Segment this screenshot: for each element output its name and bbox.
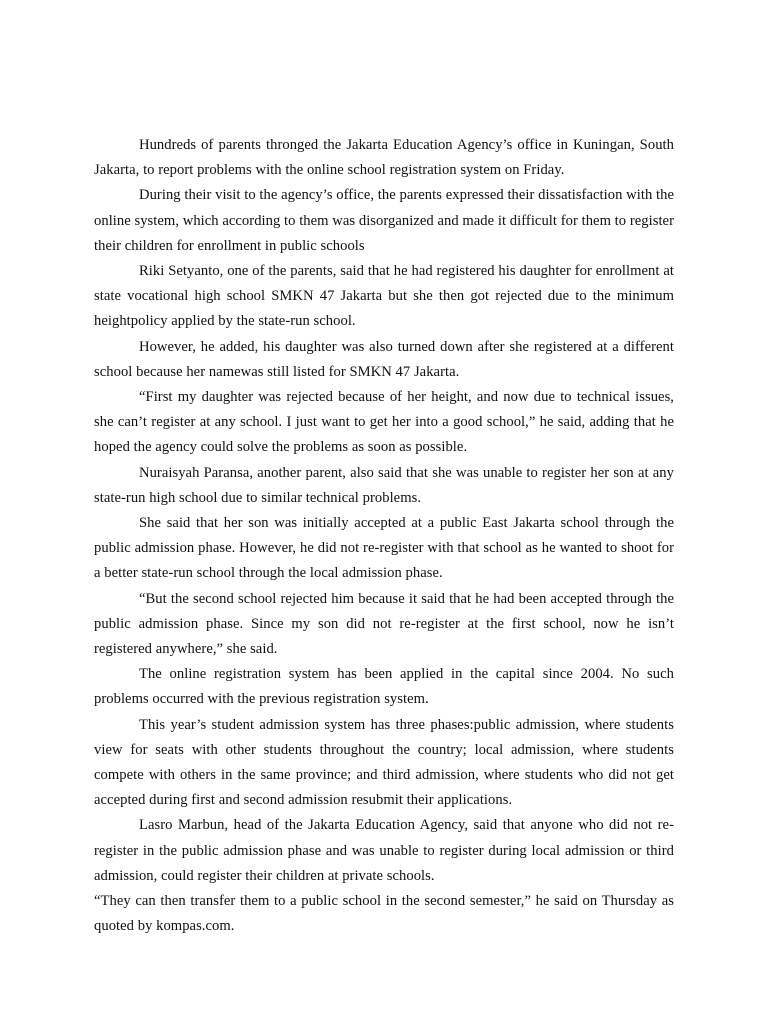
- paragraph-5: “First my daughter was rejected because of her height, and now due to technical issues, she can’t register at any school. I just want to get her into a good school,” he said, adding that he hoped the agency could solve the problems as soon as possible.: [94, 389, 674, 456]
- paragraph-4: However, he added, his daughter was also turned down after she registered at a different school because her namewas still listed for SMKN 47 Jakarta.: [94, 338, 674, 380]
- paragraph-7: She said that her son was initially accepted at a public East Jakarta school through the public admission phase. However, he did not re-register with that school as he wanted to shoot for a better state-run school through the local admission phase.: [94, 515, 674, 582]
- paragraph-10: This year’s student admission system has three phases:public admission, where students view for seats with other students throughout the country; local admission, where students compete with others in the same province; and third admission, where students who did not get accepted during first and second admission resubmit their applications.: [94, 716, 674, 809]
- paragraph-11: Lasro Marbun, head of the Jakarta Education Agency, said that anyone who did not re-register in the public admission phase and was unable to register during local admission or third admission, could register their children at private schools.: [94, 817, 674, 884]
- paragraph-8: “But the second school rejected him because it said that he had been accepted through the public admission phase. Since my son did not re-register at the first school, now he isn’t registered anywhere,” she said.: [94, 590, 674, 658]
- paragraph-2: During their visit to the agency’s office, the parents expressed their dissatisfaction with the online system, which according to them was disorganized and made it difficult for them to register their children for enrollment in public schools: [94, 187, 674, 254]
- paragraph-3: Riki Setyanto, one of the parents, said that he had registered his daughter for enrollment at state vocational high school SMKN 47 Jakarta but she then got rejected due to the minimum heightpolicy applied by the state-run school.: [94, 263, 674, 330]
- document-page: [94, 133, 674, 940]
- paragraph-12: “They can then transfer them to a public school in the second semester,” he said on Thursday as quoted by kompas.com.: [94, 893, 674, 935]
- paragraph-9: The online registration system has been applied in the capital since 2004. No such problems occurred with the previous registration system.: [94, 666, 674, 708]
- paragraph-6: Nuraisyah Paransa, another parent, also said that she was unable to register her son at any state-run high school due to similar technical problems.: [94, 464, 674, 506]
- paragraph-1: Hundreds of parents thronged the Jakarta Education Agency’s office in Kuningan, South Jakarta, to report problems with the online school registration system on Friday.: [94, 137, 674, 179]
